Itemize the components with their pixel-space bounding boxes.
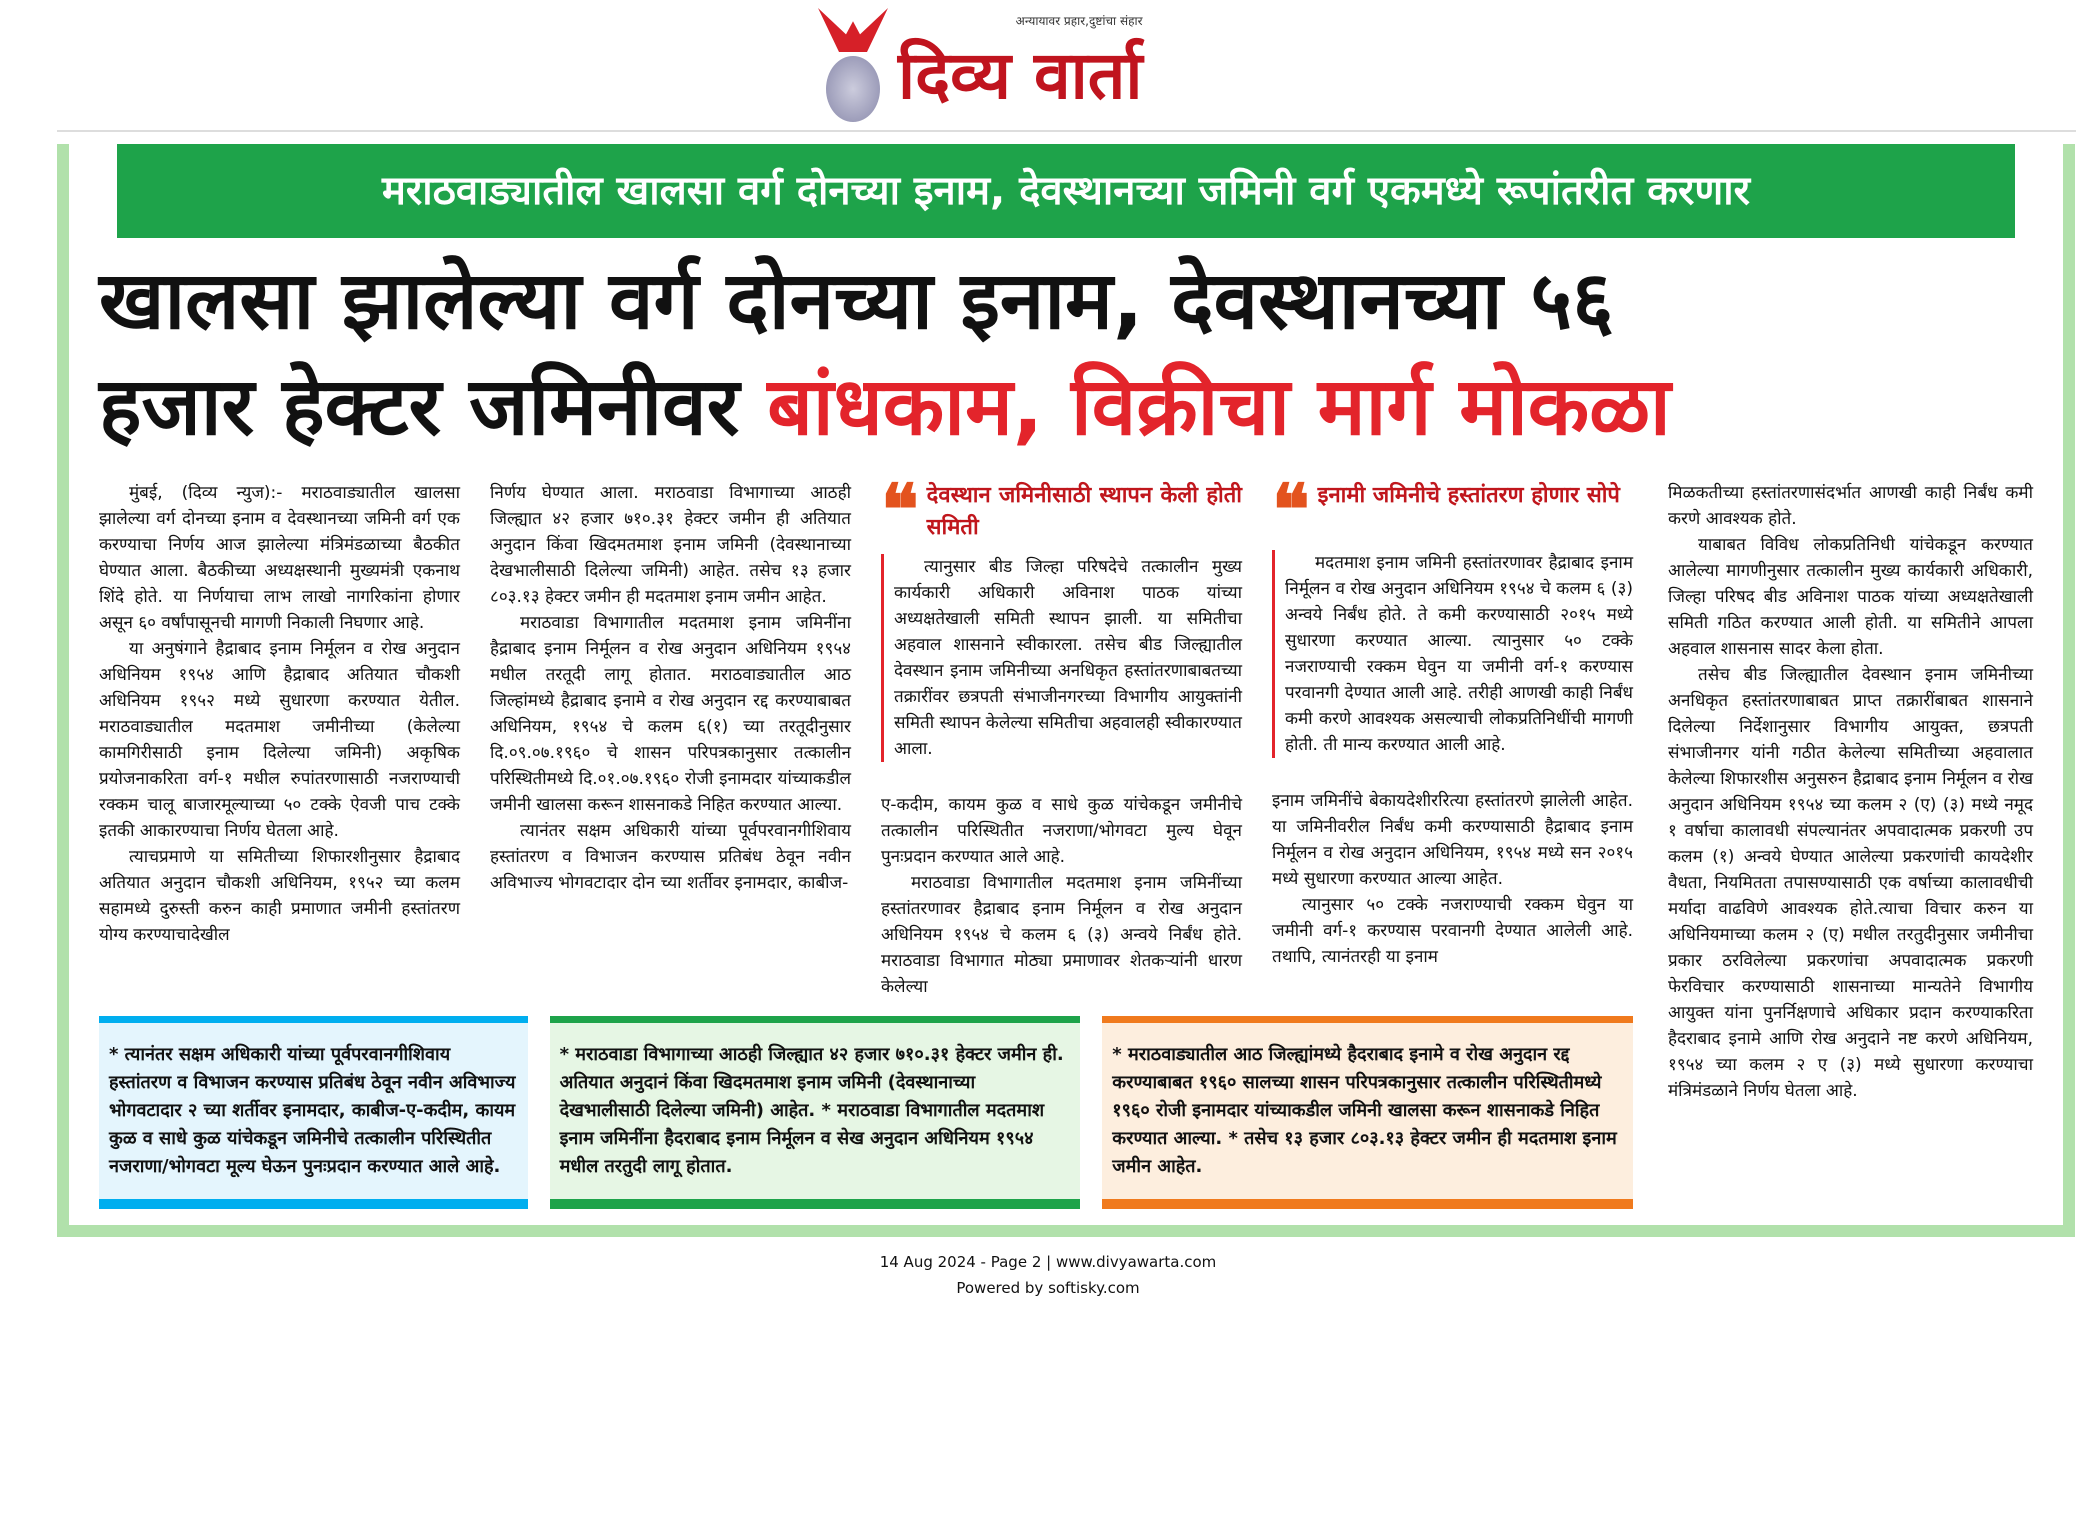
highlight-boxes xyxy=(99,1016,1633,1209)
headline-red: बांधकाम, विक्रीचा मार्ग मोकळा xyxy=(767,360,1671,453)
masthead-tagline: अन्यायावर प्रहार,दुष्टांचा संहार xyxy=(1015,14,1143,28)
pull-quote xyxy=(1272,468,1633,551)
paragraph: मराठवाडा विभागातील मदतमाश इनाम जमिनींना हैद्राबाद इनाम निर्मूलन व रोख अनुदान अधिनियम १९५४ मधील तरतूदी लागू होतात. मराठवाड्यातील आठ जिल्हांमध्ये हैद्राबाद इनामे व रोख अनुदान रद्द करण्याबाबत अधिनियम, १९५४ चे कलम ६(१) च्या तरतूदीनुसार दि.०९.०७.१९६० चे शासन परिपत्रकानुसार तत्कालीन परिस्थितीमध्ये दि.०१.०७.१९६० रोजी इनामदार यांच्याकडील जमीनी खालसा करून शासनाकडे निहित करण्यात आल्या. xyxy=(490,613,851,815)
masthead-text xyxy=(898,13,1142,121)
pull-quote-body xyxy=(1272,550,1633,758)
paragraph: त्यानंतर सक्षम अधिकारी यांच्या पूर्वपरवानगीशिवाय हस्तांतरण व विभाजन करण्यास प्रतिबंध ठेवून नवीन अविभाज्य भोगवटादार दोन च्या शर्तीवर इनामदार, काबीज- xyxy=(490,821,851,893)
pull-quote-body xyxy=(881,554,1242,762)
article-frame xyxy=(57,144,2075,1237)
highlight-box-green: * मराठवाडा विभागाच्या आठही जिल्ह्यात ४२ हजार ७१०.३१ हेक्टर जमीन ही. अतियात अनुदानं किंवा खिदमतमाश इनाम जमिनी (देवस्थानाच्या देखभालीसाठी दिलेल्या जमिनी) आहेत. * मराठवाडा विभागातील मदतमाश इनाम जमिनींना हैदराबाद इनाम निर्मूलन व सेख अनुदान अधिनियम १९५४ मधील तरतुदी लागू होतात. xyxy=(550,1016,1081,1209)
paragraph: मुंबई, (दिव्य न्युज):- मराठवाड्यातील खालसा झालेल्या वर्ग दोनच्या इनाम व देवस्थानच्या जमिनी वर्ग एक करण्याचा निर्णय आज झालेल्या मंत्रिमंडळाच्या बैठकीत घेण्यात आला. बैठकीच्या अध्यक्षस्थानी मुख्यमंत्री एकनाथ शिंदे होते. या निर्णयाचा लाभ लाखो नागरिकांना होणार असून ६० वर्षांपासूनची मागणी निकाली निघणार आहे. xyxy=(99,483,460,633)
paragraph: त्यानुसार बीड जिल्हा परिषदेचे तत्कालीन मुख्य कार्यकारी अधिकारी अविनाश पाठक यांच्या अध्यक्षतेखाली समिती स्थापन झाली. या समितीचा अहवाल शासनाने स्वीकारला. तसेच बीड जिल्ह्यातील देवस्थान इनाम जमिनीच्या अनधिकृत हस्तांतरणाबाबतच्या तक्रारींवर छत्रपती संभाजीनगरच्या विभागीय आयुक्तांनी समिती स्थापन केलेल्या समितीचा अहवालही स्वीकारण्यात आला. xyxy=(894,557,1242,759)
masthead-name: दिव्य वार्ता xyxy=(898,36,1143,114)
column-1 xyxy=(99,480,460,1000)
footer-date-page: 14 Aug 2024 - Page 2 | www.divyawarta.com xyxy=(879,1253,1217,1271)
masthead-logo xyxy=(818,0,1278,128)
quote-icon: ❝ xyxy=(881,468,919,551)
paragraph: या अनुषंगाने हैद्राबाद इनाम निर्मूलन व रोख अनुदान अधिनियम १९५४ आणि हैद्राबाद अतियात चौकशी अधिनियम १९५२ मध्ये सुधारणा करण्यात येतील. मराठवाड्यातील मदतमाश जमीनीच्या (केलेल्या कामगिरीसाठी इनाम दिलेल्या जमिनी) अकृषिक प्रयोजनाकरिता वर्ग-१ मधील रुपांतरणासाठी नजराण्याची रक्कम चालू बाजारमूल्याच्या ५० टक्के ऐवजी पाच टक्के इतकी आकारण्याचा निर्णय घेतला आहे. xyxy=(99,639,460,841)
banner-headline: मराठवाड्यातील खालसा वर्ग दोनच्या इनाम, देवस्थानच्या जमिनी वर्ग एकमध्ये रूपांतरीत करणार xyxy=(117,144,2015,238)
headline-line1: खालसा झालेल्या वर्ग दोनच्या इनाम, देवस्थानच्या ५६ xyxy=(99,254,1614,347)
paragraph: याबाबत विविध लोकप्रतिनिधी यांचेकडून करण्यात आलेल्या मागणीनुसार तत्कालीन मुख्य कार्यकारी अधिकारी, जिल्हा परिषद बीड अविनाश पाठक यांच्या अध्यक्षतेखाली समिती गठित करण्यात आली होती. या समितीने आपला अहवाल शासनास सादर केला होता. xyxy=(1668,535,2033,659)
paragraph: त्याचप्रमाणे या समितीच्या शिफारशीनुसार हैद्राबाद अतियात अनुदान चौकशी अधिनियम, १९५२ च्या कलम सहामध्ये दुरुस्ती करुन काही प्रमाणात जमीनी हस्तांतरण योग्य करण्याचादेखील xyxy=(99,847,460,945)
eagle-icon xyxy=(818,8,888,52)
column-2 xyxy=(490,480,851,1000)
header-divider xyxy=(57,130,2076,132)
headline-line2 xyxy=(99,354,2033,460)
paragraph: मराठवाडा विभागातील मदतमाश इनाम जमिनींच्या हस्तांतरणावर हैद्राबाद इनाम निर्मूलन व रोख अनुदान अधिनियम १९५४ चे कलम ६ (३) अन्वये निर्बंध होते. मराठवाडा विभागात मोठ्या प्रमाणावर शेतकऱ्यांनी धारण केलेल्या xyxy=(881,873,1242,997)
paragraph: निर्णय घेण्यात आला. मराठवाडा विभागाच्या आठही जिल्ह्यात ४२ हजार ७१०.३१ हेक्टर जमीन ही अतियात अनुदान किंवा खिदमतमाश इनाम जमिनी (देवस्थानाच्या देखभालीसाठी दिलेल्या जमिनी) आहेत. तसेच १३ हजार ८०३.१३ हेक्टर जमीन ही मदतमाश इनाम जमीन आहेत. xyxy=(490,483,851,607)
pull-quote-title: देवस्थान जमिनीसाठी स्थापन केली होती समिती xyxy=(926,483,1242,540)
column-5 xyxy=(1668,480,2033,1104)
column-3 xyxy=(881,468,1242,1000)
highlight-box-blue: * त्यानंतर सक्षम अधिकारी यांच्या पूर्वपरवानगीशिवाय हस्तांतरण व विभाजन करण्यास प्रतिबंध ठेवून नवीन अविभाज्य भोगवटादार २ च्या शर्तीवर इनामदार, काबीज-ए-कदीम, कायम कुळ व साधे कुळ यांचेकडून जमिनीचे तत्कालीन परिस्थितीत नजराणा/भोगवटा मूल्य घेऊन पुनःप्रदान करण्यात आले आहे. xyxy=(99,1016,528,1209)
pull-quote-title: इनामी जमिनीचे हस्तांतरण होणार सोपे xyxy=(1317,483,1620,508)
paragraph: इनाम जमिनींचे बेकायदेशीररित्या हस्तांतरणे झालेली आहेत. या जमिनीवरील निर्बंध कमी करण्यासाठी हैद्राबाद इनाम निर्मूलन व रोख अनुदान अधिनियम, १९५४ मध्ये सन २०१५ मध्ये सुधारणा करण्यात आल्या आहेत. xyxy=(1272,791,1633,889)
paragraph: ए-कदीम, कायम कुळ व साधे कुळ यांचेकडून जमीनीचे तत्कालीन परिस्थितीत नजराणा/भोगवटा मुल्य घेवून पुनःप्रदान करण्यात आले आहे. xyxy=(881,795,1242,867)
article-main xyxy=(99,468,1633,1209)
headline xyxy=(99,238,2033,480)
headline-black: हजार हेक्टर जमिनीवर xyxy=(99,360,768,453)
paragraph: मिळकतीच्या हस्तांतरणासंदर्भात आणखी काही निर्बंध कमी करणे आवश्यक होते. xyxy=(1668,483,2033,529)
pull-quote xyxy=(881,468,1242,551)
highlight-box-orange: * मराठवाड्यातील आठ जिल्ह्यांमध्ये हैदराबाद इनामे व रोख अनुदान रद्द करण्याबाबत १९६० सालच्या शासन परिपत्रकानुसार तत्कालीन परिस्थितीमध्ये १९६० रोजी इनामदार यांच्याकडील जमिनी खालसा करून शासनाकडे निहित करण्यात आल्या. * तसेच १३ हजार ८०३.१३ हेक्टर जमीन ही मदतमाश इनाम जमीन आहेत. xyxy=(1102,1016,1633,1209)
footer-powered-by: Powered by softisky.com xyxy=(956,1279,1140,1297)
paragraph: मदतमाश इनाम जमिनी हस्तांतरणावर हैद्राबाद इनाम निर्मूलन व रोख अनुदान अधिनियम १९५४ चे कलम ६ (३) अन्वये निर्बंध होते. ते कमी करण्यासाठी २०१५ मध्ये सुधारणा करण्यात आल्या. त्यानुसार ५० टक्के नजराण्याची रक्कम घेवुन या जमीनी वर्ग-१ करण्यास परवानगी देण्यात आली आहे. तरीही आणखी काही निर्बंध कमी करणे आवश्यक असल्याची लोकप्रतिनिधींची मागणी होती. ती मान्य करण्यात आली आहे. xyxy=(1285,553,1633,755)
article-body xyxy=(99,468,2033,1209)
globe-icon xyxy=(826,56,880,122)
paragraph: त्यानुसार ५० टक्के नजराण्याची रक्कम घेवुन या जमीनी वर्ग-१ करण्यास परवानगी देण्यात आलेली आहे. तथापि, त्यानंतरही या इनाम xyxy=(1272,895,1633,967)
paragraph: तसेच बीड जिल्ह्यातील देवस्थान इनाम जमिनीच्या अनधिकृत हस्तांतरणाबाबत प्राप्त तक्रारींबाबत शासनाने दिलेल्या निर्देशानुसार विभागीय आयुक्त, छत्रपती संभाजीनगर यांनी गठीत केलेल्या समितीच्या अहवालात केलेल्या शिफारशीस अनुसरुन हैद्राबाद इनाम निर्मूलन व रोख अनुदान अधिनियम १९५४ च्या कलम २ (ए) (३) मध्ये नमूद १ वर्षाचा कालावधी संपल्यानंतर अपवादात्मक प्रकरणी उप कलम (१) अन्वये घेण्यात आलेल्या प्रकरणांची कायदेशीर वैधता, नियमितता तपासण्यासाठी एक वर्षाच्या कालावधीची मर्यादा वाढविणे आवश्यक होते.त्याचा विचार करुन या अधिनियमाच्या कलम २ (ए) मधील तरतुदीनुसार जमीनीचा प्रकार ठरविलेल्या प्रकरणांचा अपवादात्मक प्रकरणी फेरविचार करण्यासाठी शासनाच्या मान्यतेने विभागीय आयुक्त यांना पुनर्निक्षणाचे अधिकार प्रदान करण्याकरिता हैदराबाद इनामे आणि रोख अनुदाने नष्ट करणे अधिनियम, १९५४ च्या कलम २ ए (३) मध्ये सुधारणा करण्याचा मंत्रिमंडळाने निर्णय घेतला आहे. xyxy=(1668,665,2033,1101)
masthead-emblem xyxy=(818,8,888,126)
article-columns xyxy=(99,468,1633,1000)
column-4 xyxy=(1272,468,1633,1000)
quote-icon: ❝ xyxy=(1272,468,1310,551)
